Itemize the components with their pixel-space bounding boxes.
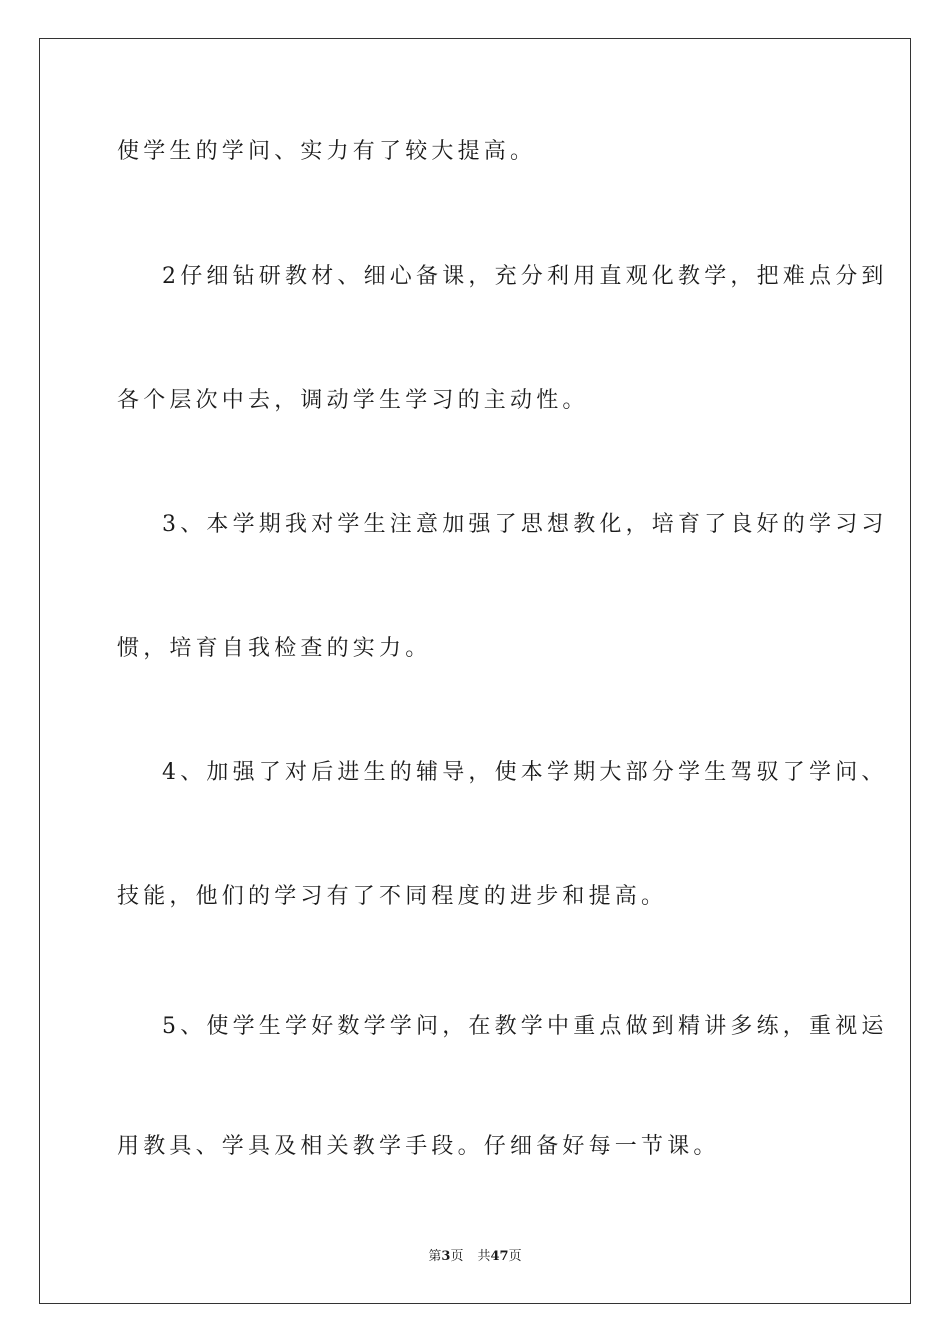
footer-total-suffix: 页 <box>508 1249 522 1264</box>
text-line-5: 惯，培育自我检查的实力。 <box>117 636 432 661</box>
page-footer <box>0 1248 950 1266</box>
text-line-1: 使学生的学问、实力有了较大提高。 <box>117 139 537 164</box>
text-line-7: 技能，他们的学习有了不同程度的进步和提高。 <box>117 884 668 909</box>
page-border <box>39 38 911 1304</box>
text-line-4: 3、本学期我对学生注意加强了思想教化，培育了良好的学习习 <box>162 512 888 537</box>
text-line-3: 各个层次中去，调动学生学习的主动性。 <box>117 388 589 413</box>
footer-total-pages: 47 <box>490 1249 509 1264</box>
text-line-6: 4、加强了对后进生的辅导，使本学期大部分学生驾驭了学问、 <box>162 760 888 785</box>
text-line-8: 5、使学生学好数学学问，在教学中重点做到精讲多练，重视运 <box>162 1014 888 1039</box>
text-line-9: 用教具、学具及相关教学手段。仔细备好每一节课。 <box>117 1134 720 1159</box>
footer-page-suffix: 页 <box>450 1249 464 1264</box>
footer-total-prefix: 共 <box>477 1249 491 1264</box>
footer-page-prefix: 第 <box>428 1249 442 1264</box>
text-line-2: 2仔细钻研教材、细心备课，充分利用直观化教学，把难点分到 <box>162 264 888 289</box>
footer-page-number: 3 <box>441 1249 451 1264</box>
